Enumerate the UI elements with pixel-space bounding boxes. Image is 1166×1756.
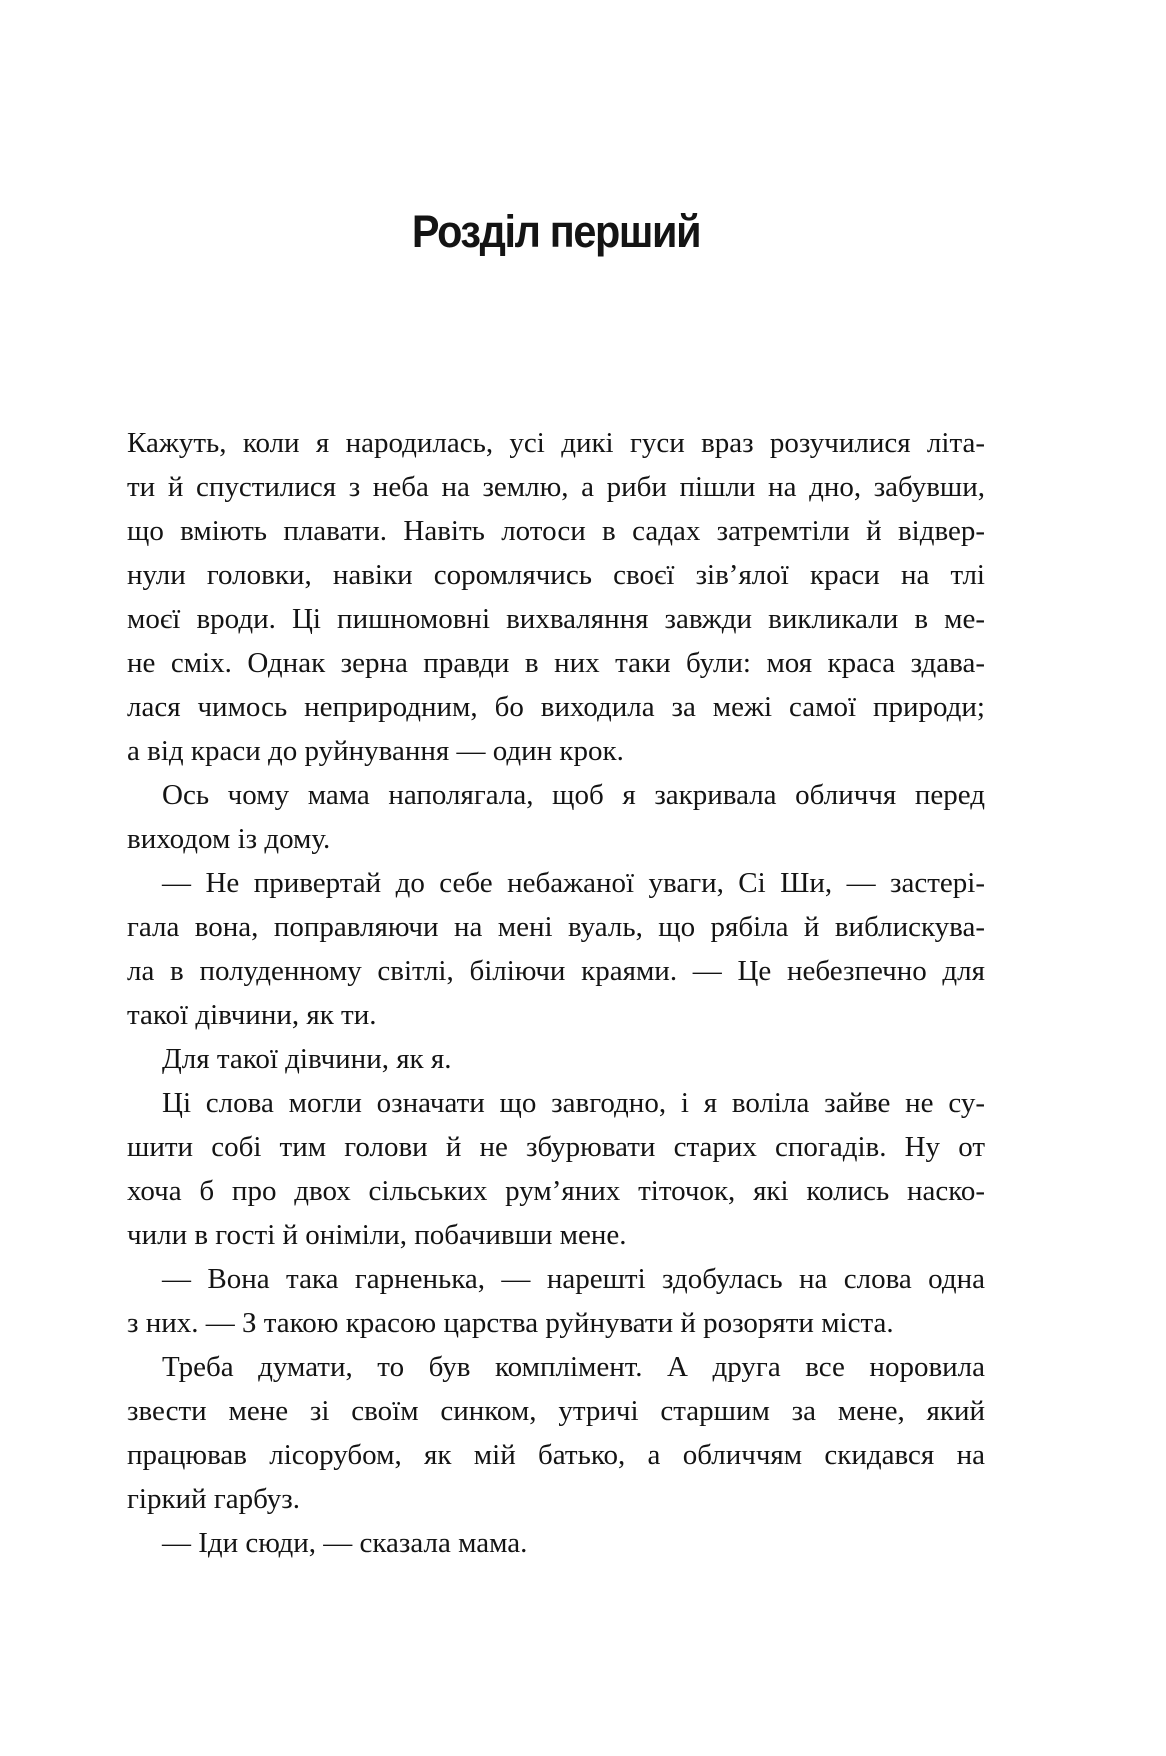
text-line: чили в гості й оніміли, побачивши мене. [127,1219,627,1251]
chapter-title: Розділ перший [411,206,701,257]
paragraph [127,1345,985,1521]
text-line: виходом із дому. [127,823,331,855]
text-line: ти й спустилися з неба на землю, а риби пішли на дно, забувши, [127,471,985,503]
paragraph [127,773,985,861]
text-line: не сміх. Однак зерна правди в них таки були: моя краса здава- [127,647,985,679]
text-line: гіркий гарбуз. [127,1483,300,1515]
text-line: Ці слова могли означати що завгодно, і я воліла зайве не су- [162,1087,985,1119]
paragraph [127,421,985,773]
text-line: ла в полуденному світлі, біліючи краями. — Це небезпечно для [127,955,985,987]
text-line: гала вона, поправляючи на мені вуаль, що рябіла й виблискува- [127,911,985,943]
text-line: з них. — З такою красою царства руйнувати й розоряти міста. [127,1307,894,1339]
text-line: Ось чому мама наполягала, щоб я закривала обличчя перед [162,779,985,811]
paragraph [127,1257,985,1345]
text-line: Кажуть, коли я народилась, усі дикі гуси враз розучилися літа- [127,427,985,459]
text-line: хоча б про двох сільських рум’яних тіточок, які колись наско- [127,1175,985,1207]
text-line: шити собі тим голови й не збурювати старих спогадів. Ну от [127,1131,985,1163]
paragraph [127,1521,985,1565]
text-line: лася чимось неприродним, бо виходила за межі самої природи; [127,691,985,723]
text-line: — Вона така гарненька, — нарешті здобулась на слова одна [162,1263,985,1295]
text-line: а від краси до руйнування — один крок. [127,735,624,767]
text-line: працював лісорубом, як мій батько, а обличчям скидався на [127,1439,985,1471]
paragraph [127,861,985,1037]
text-line: Треба думати, то був комплімент. А друга все норовила [162,1351,985,1383]
paragraph [127,1081,985,1257]
text-line: звести мене зі своїм синком, утричі старшим за мене, який [127,1395,985,1427]
text-line: нули головки, навіки соромлячись своєї зів’ялої краси на тлі [127,559,985,591]
text-line: Для такої дівчини, як я. [162,1043,452,1075]
text-line: — Іди сюди, — сказала мама. [162,1527,528,1559]
paragraph [127,1037,985,1081]
text-line: що вміють плавати. Навіть лотоси в садах затремтіли й відвер- [127,515,985,547]
text-line: моєї вроди. Ці пишномовні вихваляння завжди викликали в ме- [127,603,985,635]
text-line: — Не привертай до себе небажаної уваги, Сі Ши, — застері- [162,867,985,899]
body-text [127,421,985,1565]
text-line: такої дівчини, як ти. [127,999,377,1031]
